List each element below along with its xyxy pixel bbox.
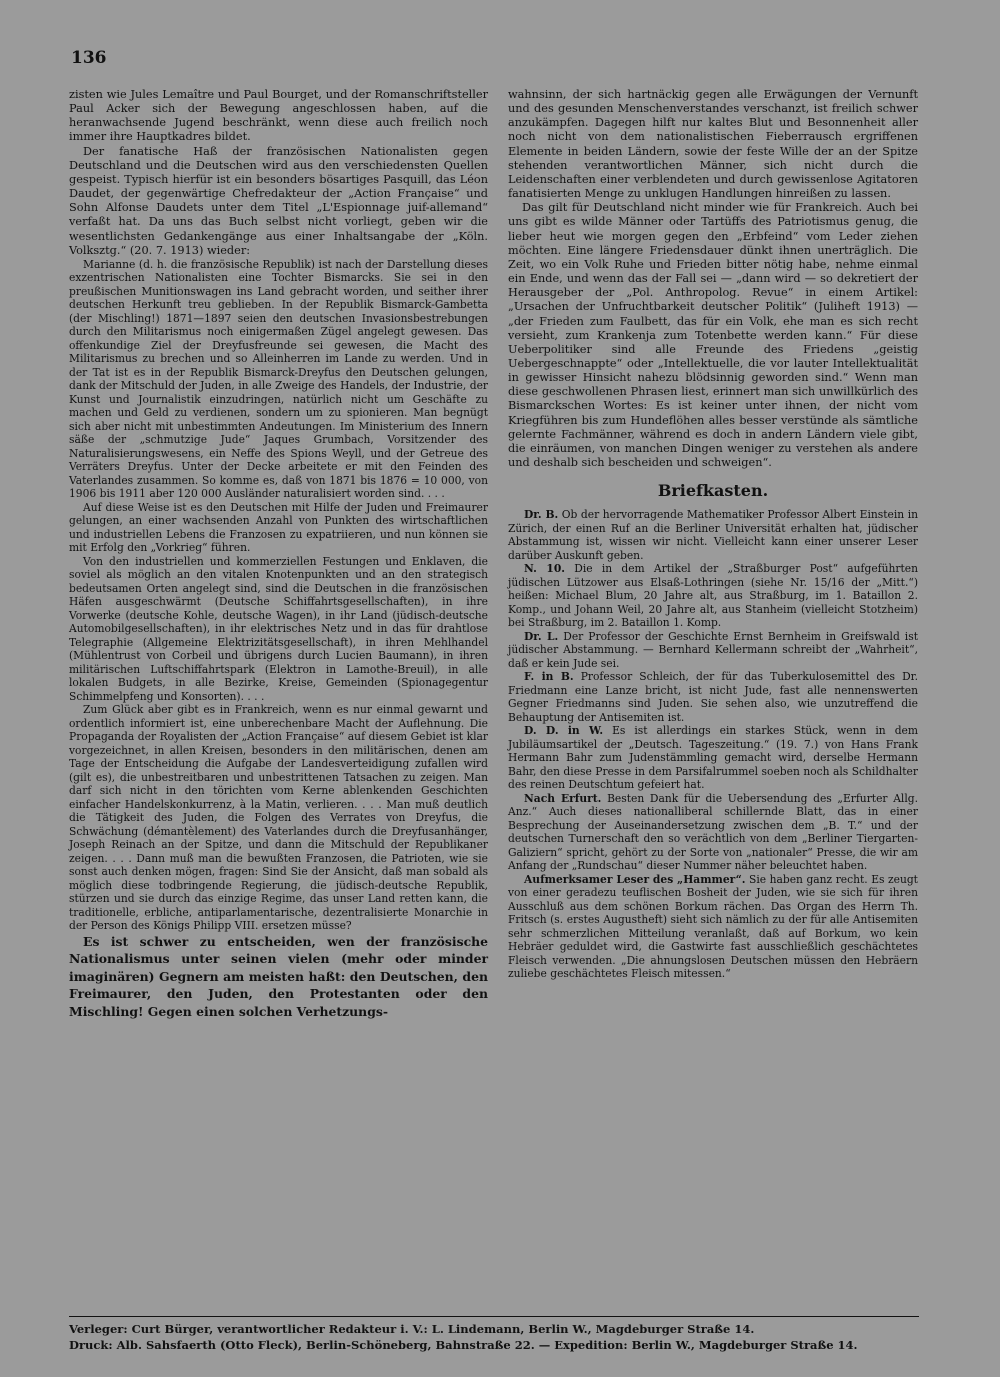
footer-divider bbox=[69, 1316, 919, 1317]
entry-text: Professor Schleich, der für das Tuberkulosemittel des Dr. Friedmann eine Lanze bricht, ist nicht Jude, fast alle nennenswerten Gegner Friedmanns sind Juden. Sie sehen also, wie unzutreffend die Behauptung der Antisemiten ist. bbox=[508, 670, 918, 724]
entry-text: Besten Dank für die Uebersendung des „Erfurter Allg. Anz.“ Auch dieses nationalliberal schillernde Blatt, das in einer Besprechung der Auseinandersetzung zwischen dem „B. T.“ und der deutschen Turnerschaft den so verächtlich von dem „Berliner Tiergarten-Galiziern“ spricht, gehört zu der Sorte von „nationaler“ Presse, die wir am Anfang der „Rundschau“ dieser Nummer näher beleuchtet haben. bbox=[508, 791, 918, 873]
entry-label: F. in B. bbox=[524, 670, 574, 684]
entry-text: Es ist allerdings ein starkes Stück, wenn in dem Jubiläumsartikel der „Deutsch. Tageszeitung.“ (19. 7.) von Hans Frank Hermann Bahr zum Judenstämmling gemacht wird, derselbe Hermann Bahr, den diese Presse in dem Parsifalrummel soeben noch als Schildhalter des reinen Deutschtum gefeiert hat. bbox=[508, 724, 918, 792]
letter-entry bbox=[508, 792, 918, 873]
letter-entry bbox=[508, 724, 918, 792]
entry-label: Nach Erfurt. bbox=[524, 791, 602, 805]
entry-text: Sie haben ganz recht. Es zeugt von einer geradezu teuflischen Bosheit der Juden, wie sie sich für ihren Ausschluß aus dem schönen Borkum rächen. Das Organ des Herrn Th. Fritsch (s. erstes Augustheft) sieht sich nämlich zu der für alle Antisemiten sehr schmerzlichen Mitteilung veranlaßt, daß auf Borkum, wo kein Hebräer geduldet wird, die Gastwirte fast ausschließlich geschächtetes Fleisch verwenden. „Die ahnungslosen Deutschen müssen den Hebräern zuliebe geschächtetes Fleisch mitessen.“ bbox=[508, 872, 918, 981]
footer-publisher: Verleger: Curt Bürger, verantwortlicher Redakteur i. V.: L. Lindemann, Berlin W., Magdeburger Straße 14. bbox=[69, 1322, 755, 1336]
paragraph: zisten wie Jules Lemaître und Paul Bourget, und der Romanschriftsteller Paul Acker sich der Bewegung angeschlossen haben, auf die heranwachsende Jugend beschränkt, wenn diese auch freilich noch immer ihre Hauptkadres bildet. bbox=[69, 88, 488, 144]
paragraph: Der fanatische Haß der französischen Nationalisten gegen Deutschland und die Deutschen wird aus den verschiedensten Quellen gespeist. Typisch hierfür ist ein besonders bösartiges Pasquill, das Léon Daudet, der gegenwärtige Chefredakteur der „Action Française“ und Sohn Alfonse Daudets unter dem Titel „L'Espionnage juif-allemand“ verfaßt hat. Da uns das Buch selbst nicht vorliegt, geben wir die wesentlichsten Gedankengänge aus einer Inhaltsangabe der „Köln. Volksztg.“ (20. 7. 1913) wieder: bbox=[69, 144, 488, 257]
briefkasten bbox=[508, 508, 918, 981]
paragraph: wahnsinn, der sich hartnäckig gegen alle Erwägungen der Vernunft und des gesunden Menschenverstandes verschanzt, ist freilich schwer anzukämpfen. Dagegen hilft nur kaltes Blut und Besonnenheit aller noch nicht von dem nationalistischen Fieberrausch ergriffenen Elemente in beiden Ländern, sowie der feste Wille der an der Spitze stehenden verantwortlichen Männer, sich nicht durch die Leidenschaften einer verblendeten und durch gewissenlose Agitatoren fanatisierten Menge zu unklugen Handlungen hinreißen zu lassen. bbox=[508, 88, 918, 201]
right-column bbox=[508, 88, 918, 981]
letter-entry bbox=[508, 508, 918, 562]
entry-label: D. D. in W. bbox=[524, 724, 604, 738]
entry-label: Dr. B. bbox=[524, 508, 559, 522]
letter-entry bbox=[508, 670, 918, 724]
entry-label: Dr. L. bbox=[524, 629, 559, 643]
footer-printer: Druck: Alb. Sahsfaerth (Otto Fleck), Berlin-Schöneberg, Bahnstraße 22. — Expedition: Berlin W., Magdeburger Straße 14. bbox=[69, 1338, 858, 1352]
letter-entry bbox=[508, 630, 918, 671]
entry-text: Ob der hervorragende Mathematiker Professor Albert Einstein in Zürich, der einen Ruf an die Berliner Universität erhalten hat, jüdischer Abstammung ist, wissen wir nicht. Vielleicht kann einer unserer Leser darüber Auskunft geben. bbox=[508, 508, 918, 562]
quoted-paragraph: Marianne (d. h. die französische Republik) ist nach der Darstellung dieses exzentrischen Nationalisten eine Tochter Bismarcks. Sie sei in den preußischen Munitionswagen ins Land gebracht worden, und seither ihrer deutschen Herkunft treu geblieben. In der Republik Bismarck-Gambetta (der Mischling!) 1871—1897 seien den deutschen Invasionsbestrebungen durch den Militarismus noch einigermaßen Zügel angelegt gewesen. Das offenkundige Ziel der Dreyfusfreunde sei gewesen, die Macht des Militarismus zu brechen und so Alleinherren im Lande zu werden. Und in der Tat ist es in der Republik Bismarck-Dreyfus den Deutschen gelungen, dank der Mitschuld der Juden, in alle Zweige des Handels, der Industrie, der Kunst und Journalistik einzudringen, natürlich nicht um Geschäfte zu machen und Geld zu verdienen, sondern um zu spionieren. Man begnügt sich aber nicht mit unbestimmten Andeutungen. Im Ministerium des Innern säße der „schmutzige Jude“ Jaques Grumbach, Vorsitzender des Naturalisierungswesens, ein Neffe des Spions Weyll, und der Getreue des Verräters Dreyfus. Unter der Decke arbeitete er mit den Feinden des Vaterlandes zusammen. So komme es, daß von 1871 bis 1876 = 10 000, von 1906 bis 1911 aber 120 000 Ausländer naturalisiert worden sind. . . . bbox=[69, 257, 488, 501]
paragraph: Das gilt für Deutschland nicht minder wie für Frankreich. Auch bei uns gibt es wilde Männer oder Tartüffs des Patriotismus genug, die lieber heut wie morgen gegen den „Erbfeind“ vom Leder ziehen möchten. Eine längere Friedensdauer dünkt ihnen unerträglich. Die Zeit, wo ein Volk Ruhe und Frieden bitter nötig habe, nehme einmal ein Ende, und wenn das der Fall sei — „dann wird — so dekretiert der Herausgeber der „Pol. Anthropolog. Revue“ in einem Artikel: „Ursachen der Unfruchtbarkeit deutscher Politik“ (Juliheft 1913) — „der Frieden zum Faulbett, das für ein Volk, ehe man es sich recht versieht, zum Krankenja zum Totenbette werden kann.“ Für diese Ueberpolitiker sind alle Freunde des Friedens „geistig Uebergeschnappte“ oder „Intellektuelle, die vor lauter Intellektualität in gewisser Hinsicht nahezu blödsinnig geworden sind.“ Wenn man diese geschwollenen Phrasen liest, erinnert man sich unwillkürlich des Bismarckschen Wortes: Es ist keiner unter ihnen, der nicht vom Kriegführen bis zum Hundeflöhen alles besser verstünde als sämtliche gelernte Fachmänner, während es doch in andern Ländern viele gibt, die einräumen, von manchen Dingen weniger zu verstehen als andere und deshalb sich bescheiden und schweigen“. bbox=[508, 201, 918, 470]
left-column bbox=[69, 88, 488, 1020]
quoted-paragraph: Auf diese Weise ist es den Deutschen mit Hilfe der Juden und Freimaurer gelungen, an einer wachsenden Anzahl von Punkten des wirtschaftlichen und industriellen Lebens die Franzosen zu expatriieren, und nun können sie mit Erfolg den „Vorkrieg“ führen. bbox=[69, 500, 488, 555]
briefkasten-heading: Briefkasten. bbox=[657, 481, 769, 501]
quoted-paragraph: Zum Glück aber gibt es in Frankreich, wenn es nur einmal gewarnt und ordentlich informiert ist, eine unberechenbare Macht der Auflehnung. Die Propaganda der Royalisten der „Action Française“ auf diesem Gebiet ist klar vorgezeichnet, in allen Kreisen, besonders in den militärischen, denen am Tage der Entscheidung die Aufgabe der Landesverteidigung zufallen wird (gilt es), die unbestreitbaren und unbestrittenen Tatsachen zu zeigen. Man darf sich nicht in den törichten vom Kerne ablenkenden Geschichten einfacher Handelskonkurrenz, à la Matin, verlieren. . . . Man muß deutlich die Tätigkeit des Juden, die Folgen des Verrates von Dreyfus, die Schwächung (démantèlement) des Vaterlandes durch die Dreyfusanhänger, Joseph Reinach an der Spitze, und dann die Mitschuld der Republikaner zeigen. . . . Dann muß man die bewußten Franzosen, die Patrioten, wie sie sonst auch denken mögen, fragen: Sind Sie der Ansicht, daß man sobald als möglich diese todbringende Regierung, die jüdisch-deutsche Republik, stürzen und sie durch das einzige Regime, das unser Land retten kann, die traditionelle, erbliche, antiparlamentarische, dezentralisierte Monarchie in der Person des Königs Philipp VIII. ersetzen müsse? bbox=[69, 703, 488, 933]
letter-entry bbox=[508, 873, 918, 981]
letter-entry bbox=[508, 562, 918, 630]
quoted-paragraph: Von den industriellen und kommerziellen Festungen und Enklaven, die soviel als möglich an den vitalen Knotenpunkten und an den strategisch bedeutsamen Orten angelegt sind, sind die Deutschen in die französischen Häfen ausgeschwärmt (Deutsche Schiffahrtsgesellschaften), in ihre Vorwerke (deutsche Kohle, deutsche Wagen), in ihr Land (jüdisch-deutsche Automobilgesellschaften), in ihr elektrisches Netz und in das für drahtlose Telegraphie (Allgemeine Elektrizitätsgesellschaft), in ihren Mehlhandel (Mühlentrust von Corbeil und übrigens durch Lucien Baumann), in ihren militärischen Luftschiffahrtspark (Elektron in Lamothe-Breuil), in alle lokalen Budgets, in alle Bezirke, Kreise, Gemeinden (Spionagegentur Schimmelpfeng und Konsorten). . . . bbox=[69, 554, 488, 703]
paragraph: Es ist schwer zu entscheiden, wen der französische Nationalismus unter seinen vielen (mehr oder minder imaginären) Gegnern am meisten haßt: den Deutschen, den Freimaurer, den Juden, den Protestanten oder den Mischling! Gegen einen solchen Verhetzungs- bbox=[69, 933, 488, 1019]
entry-label: N. 10. bbox=[524, 562, 565, 576]
entry-text: Der Professor der Geschichte Ernst Bernheim in Greifswald ist jüdischer Abstammung. — Bernhard Kellermann schreibt der „Wahrheit“, daß er kein Jude sei. bbox=[508, 629, 919, 670]
entry-label: Aufmerksamer Leser des „Hammer“. bbox=[524, 872, 746, 886]
entry-text: Die in dem Artikel der „Straßburger Post“ aufgeführten jüdischen Lützower aus Elsaß-Lothringen (siehe Nr. 15/16 der „Mitt.“) heißen: Michael Blum, 20 Jahre alt, aus Straßburg, im 1. Bataillon 2. Komp., und Johann Weil, 20 Jahre alt, aus Stanheim (vielleicht Stotzheim) bei Straßburg, im 2. Bataillon 1. Komp. bbox=[508, 562, 918, 630]
page-number: 136 bbox=[71, 48, 107, 68]
